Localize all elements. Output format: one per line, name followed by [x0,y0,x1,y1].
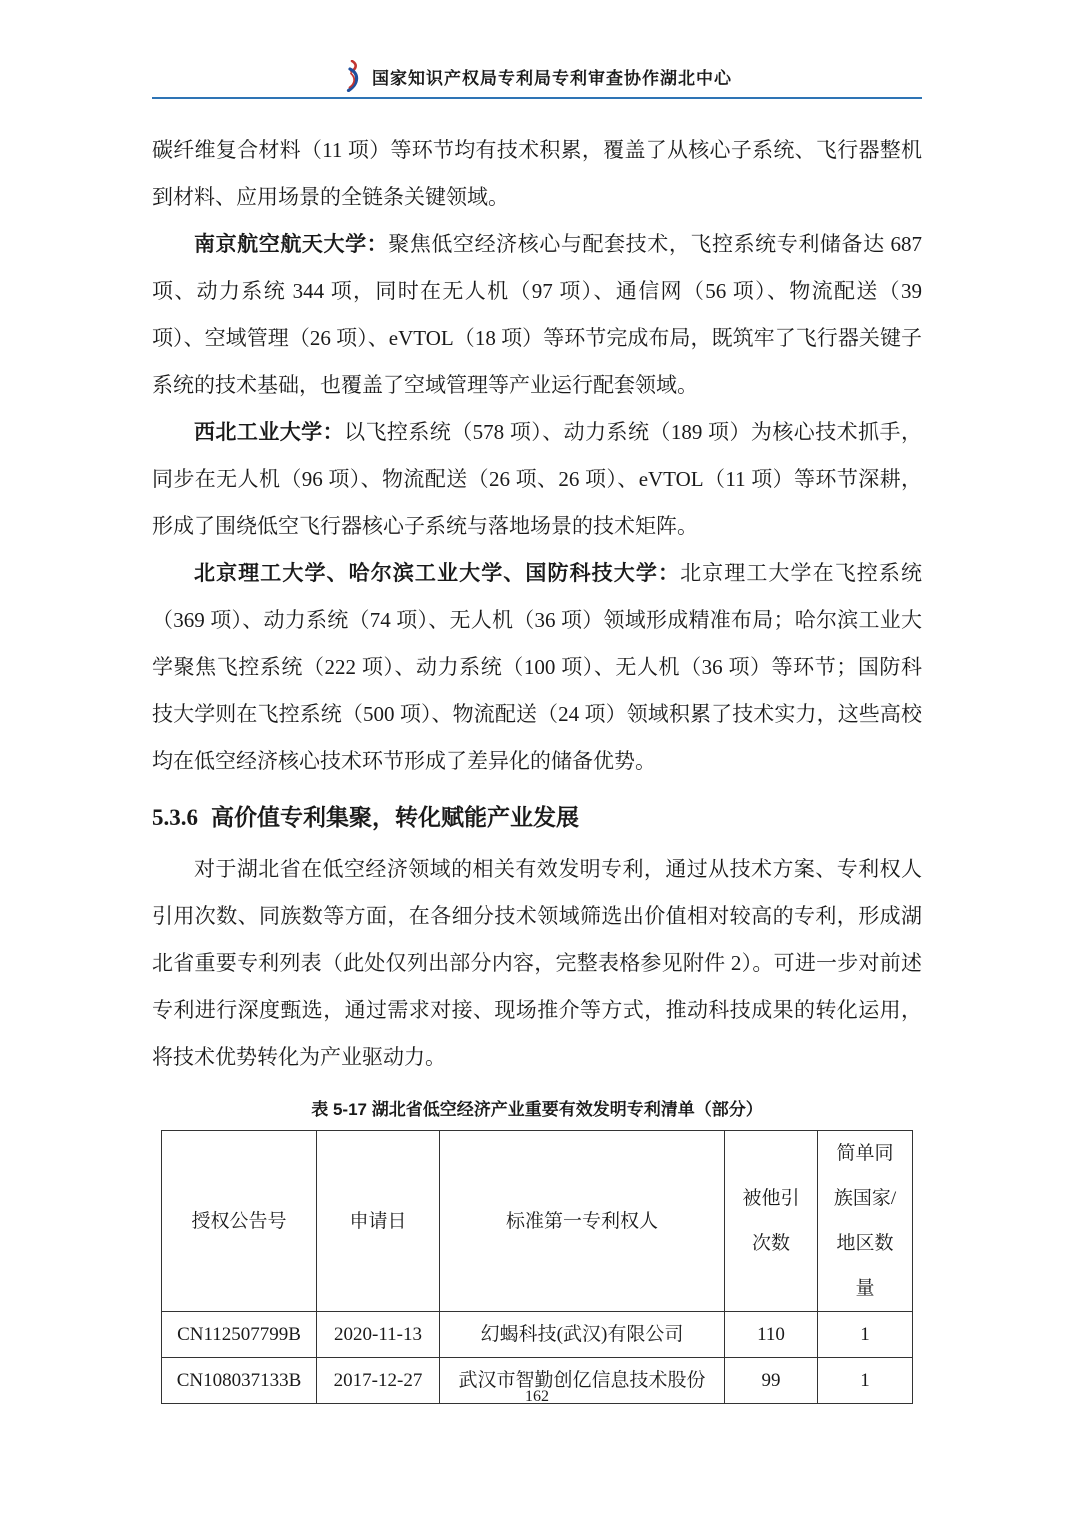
patent-table [161,1130,913,1404]
table-cell: 99 [725,1358,818,1404]
table-cell: CN112507799B [162,1312,317,1358]
page-content [152,127,922,1404]
body-paragraphs-bottom [152,846,922,1081]
header-inner [152,60,922,92]
text-run: 碳纤维复合材料（11 项）等环节均有技术积累，覆盖了从核心子系统、飞行器整机到材料、应用场景的全链条关键领域。 [152,138,922,209]
column-header: 被他引次数 [725,1131,818,1312]
section-number: 5.3.6 [152,805,198,830]
table-caption: 表 5-17 湖北省低空经济产业重要有效发明专利清单（部分） [311,1100,763,1119]
section-heading [152,800,922,835]
body-paragraph [152,846,922,1081]
header-title: 国家知识产权局专利局专利审查协作湖北中心 [372,68,732,88]
column-header: 申请日 [317,1131,440,1312]
table-cell: 武汉市智勤创亿信息技术股份 [440,1358,725,1404]
table-cell: 2017-12-27 [317,1358,440,1404]
text-run: 北京理工大学在飞控系统（369 项）、动力系统（74 项）、无人机（36 项）领域形成精准布局；哈尔滨工业大学聚焦飞控系统（222 项）、动力系统（100 项）、无人机（36 项）等环节；国防科技大学则在飞控系统（500 项）、物流配送（24 项）领域积累了技术实力，这些高校均在低空经济核心技术环节形成了差异化的储备优势。 [152,561,922,773]
body-paragraph [152,221,922,409]
text-run: 以飞控系统（578 项）、动力系统（189 项）为核心技术抓手，同步在无人机（96 项）、物流配送（26 项、26 项）、eVTOL（11 项）等环节深耕，形成了围绕低空飞行器核心子系统与落地场景的技术矩阵。 [152,420,922,538]
emphasis-text: 南京航空航天大学： [194,233,389,256]
column-header: 授权公告号 [162,1131,317,1312]
body-paragraph [152,550,922,785]
section-title: 高价值专利集聚，转化赋能产业发展 [211,804,579,830]
table-cell: 2020-11-13 [317,1312,440,1358]
text-run: 聚焦低空经济核心与配套技术，飞控系统专利储备达 687 项、动力系统 344 项，同时在无人机（97 项）、通信网（56 项）、物流配送（39 项）、空域管理（26 项）、eVTOL（18 项）等环节完成布局，既筑牢了飞行器关键子系统的技术基础，也覆盖了空域管理等产业运行配套领域。 [152,232,922,397]
table-header-row [162,1131,913,1312]
table-cell: 1 [818,1312,913,1358]
table-cell: CN108037133B [162,1358,317,1404]
body-paragraph [152,127,922,221]
page-header [152,0,922,99]
emphasis-text: 北京理工大学、哈尔滨工业大学、国防科技大学： [194,562,681,585]
center-logo-icon [342,60,362,92]
column-header: 简单同族国家/地区数量 [818,1131,913,1312]
body-paragraphs-top [152,127,922,785]
text-run: 对于湖北省在低空经济领域的相关有效发明专利，通过从技术方案、专利权人引用次数、同族数等方面，在各细分技术领域筛选出价值相对较高的专利，形成湖北省重要专利列表（此处仅列出部分内容，完整表格参见附件 2）。可进一步对前述专利进行深度甄选，通过需求对接、现场推介等方式，推动科技成果的转化运用，将技术优势转化为产业驱动力。 [152,857,922,1069]
table-cell: 110 [725,1312,818,1358]
table-cell: 1 [818,1358,913,1404]
table-row [162,1312,913,1358]
column-header: 标准第一专利权人 [440,1131,725,1312]
emphasis-text: 西北工业大学： [194,421,345,444]
body-paragraph [152,409,922,550]
table-cell: 幻蝎科技(武汉)有限公司 [440,1312,725,1358]
page-number: 162 [525,1388,549,1405]
page-footer [0,1388,1074,1406]
